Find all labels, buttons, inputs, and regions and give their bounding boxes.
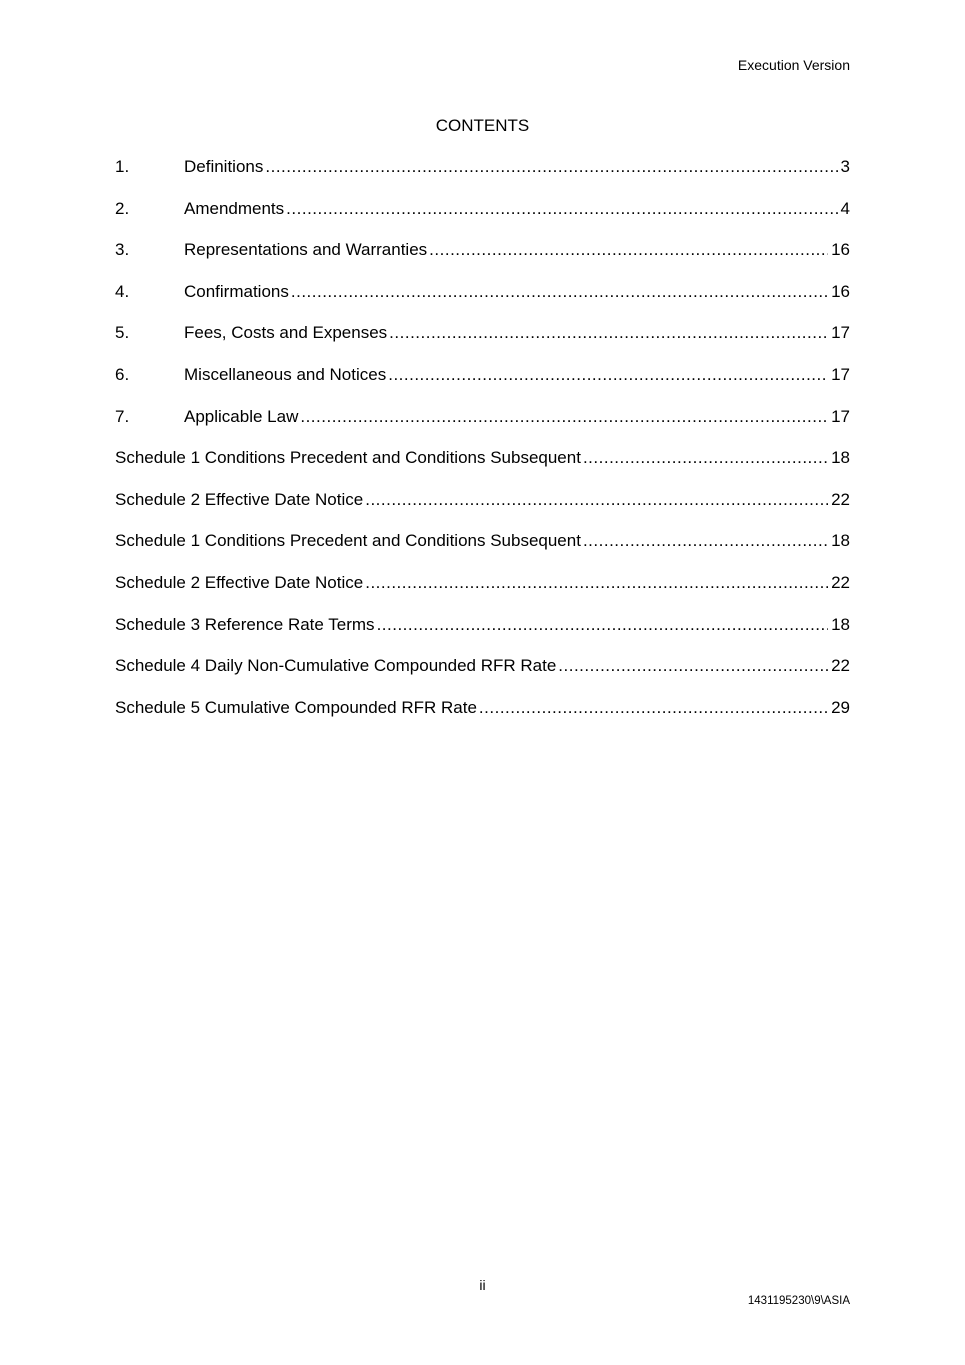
toc-entry-page: 22 xyxy=(831,572,850,592)
toc-entry-number: 1. xyxy=(115,157,130,176)
toc-entry-schedule-1[interactable] xyxy=(115,447,850,489)
toc-entry-title: Schedule 2 Effective Date Notice xyxy=(115,489,364,509)
toc-entry-page: 17 xyxy=(831,406,850,426)
toc-entry-number: 7. xyxy=(115,406,130,426)
toc-entry-number: 4. xyxy=(115,281,130,301)
toc-entry-page: 4 xyxy=(840,198,850,218)
toc-leader-dots xyxy=(365,572,828,594)
toc-leader-dots xyxy=(389,322,828,344)
toc-entry-title: Definitions xyxy=(184,157,264,176)
toc-entry-schedule-3[interactable] xyxy=(115,614,850,656)
toc-entry-title: Schedule 1 Conditions Precedent and Conditions Subsequent xyxy=(115,448,581,468)
toc-entry-page: 22 xyxy=(831,489,850,509)
footer-page-number: ii xyxy=(479,1277,486,1293)
toc-entry-number: 6. xyxy=(115,364,130,384)
toc-entry-title: Schedule 1 Conditions Precedent and Conditions Subsequent xyxy=(115,531,581,551)
toc-entry-clause-3[interactable] xyxy=(115,239,850,281)
toc-entry-title: Schedule 2 Effective Date Notice xyxy=(115,572,364,592)
toc-entry-clause-5[interactable] xyxy=(115,322,850,364)
toc-entry-clause-1[interactable] xyxy=(115,156,850,198)
toc-entry-page: 17 xyxy=(831,364,850,384)
toc-leader-dots xyxy=(583,447,828,469)
toc-entry-page: 3 xyxy=(840,157,850,176)
table-of-contents xyxy=(115,156,850,738)
toc-entry-number: 5. xyxy=(115,323,130,343)
toc-entry-page: 18 xyxy=(831,531,850,551)
toc-entry-page: 17 xyxy=(831,323,850,343)
toc-entry-title: Fees, Costs and Expenses xyxy=(184,323,388,343)
toc-entry-clause-4[interactable] xyxy=(115,281,850,323)
toc-leader-dots xyxy=(479,697,828,719)
contents-title: CONTENTS xyxy=(435,116,530,135)
toc-entry-title: Applicable Law xyxy=(184,406,299,426)
toc-leader-dots xyxy=(291,281,828,303)
toc-entry-title: Schedule 4 Daily Non-Cumulative Compounded RFR Rate xyxy=(115,656,557,676)
toc-entry-clause-7[interactable] xyxy=(115,406,850,448)
toc-entry-schedule-1-repeat[interactable] xyxy=(115,530,850,572)
toc-leader-dots xyxy=(365,489,828,511)
toc-entry-clause-2[interactable] xyxy=(115,198,850,240)
toc-entry-number: 2. xyxy=(115,198,130,218)
toc-entry-page: 16 xyxy=(831,240,850,260)
toc-entry-page: 18 xyxy=(831,448,850,468)
toc-entry-schedule-4[interactable] xyxy=(115,655,850,697)
toc-entry-title: Schedule 5 Cumulative Compounded RFR Rate xyxy=(115,697,477,717)
toc-entry-page: 18 xyxy=(831,614,850,634)
toc-entry-page: 22 xyxy=(831,656,850,676)
toc-leader-dots xyxy=(300,406,828,428)
toc-entry-clause-6[interactable] xyxy=(115,364,850,406)
toc-entry-page: 16 xyxy=(831,281,850,301)
toc-entry-schedule-5[interactable] xyxy=(115,697,850,739)
toc-leader-dots xyxy=(377,614,829,636)
toc-leader-dots xyxy=(286,198,837,220)
toc-entry-number: 3. xyxy=(115,240,130,260)
toc-leader-dots xyxy=(265,156,837,178)
toc-leader-dots xyxy=(583,530,828,552)
toc-leader-dots xyxy=(558,655,828,677)
toc-entry-title: Schedule 3 Reference Rate Terms xyxy=(115,614,375,634)
toc-leader-dots xyxy=(388,364,828,386)
toc-entry-title: Representations and Warranties xyxy=(184,240,428,260)
toc-entry-title: Miscellaneous and Notices xyxy=(184,364,387,384)
toc-leader-dots xyxy=(429,239,828,261)
toc-entry-schedule-2-repeat[interactable] xyxy=(115,572,850,614)
toc-entry-title: Confirmations xyxy=(184,281,289,301)
toc-entry-schedule-2[interactable] xyxy=(115,489,850,531)
toc-entry-title: Amendments xyxy=(184,198,285,218)
footer-document-reference: 1431195230\9\ASIA xyxy=(747,1295,850,1307)
header-version-label: Execution Version xyxy=(737,57,850,73)
toc-entry-page: 29 xyxy=(831,697,850,717)
